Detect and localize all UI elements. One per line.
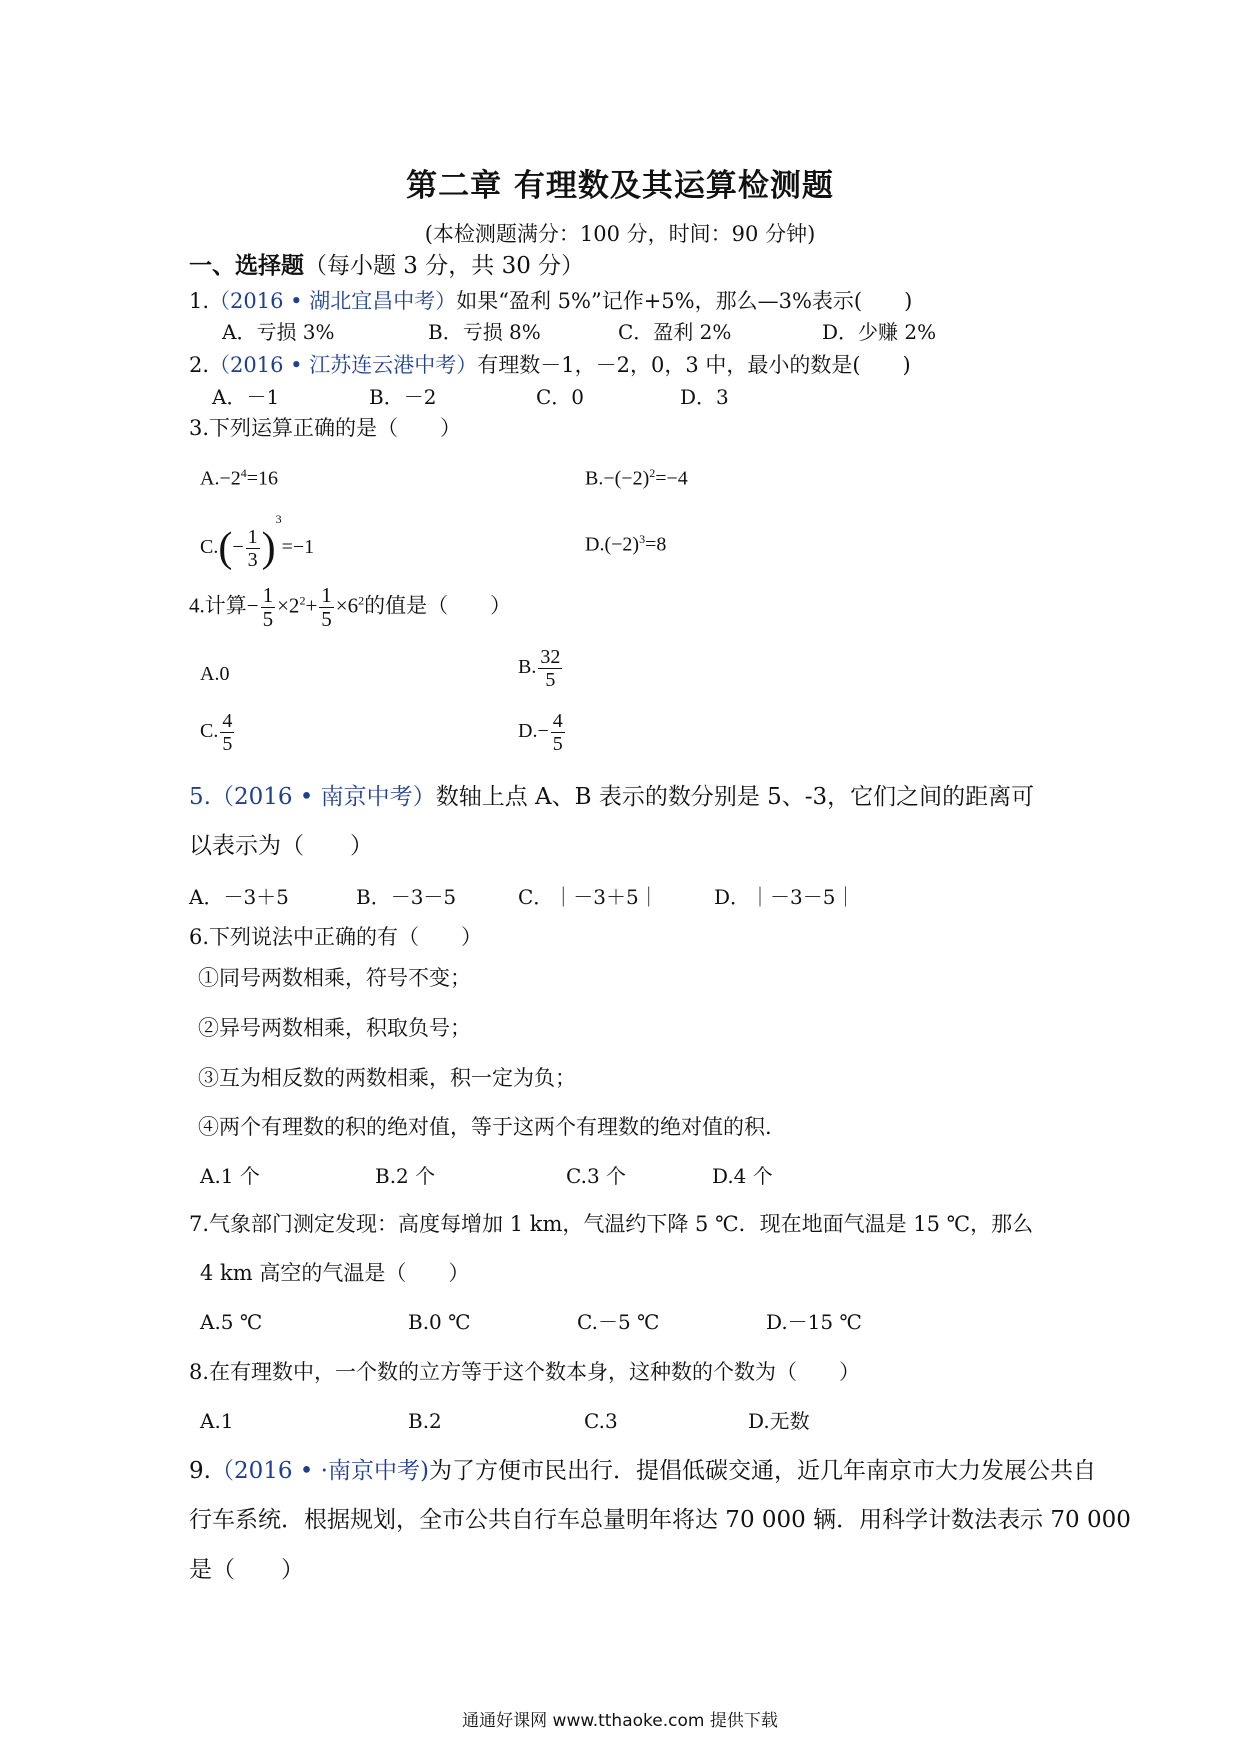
q1-option-c: C．盈利 2%	[618, 320, 732, 344]
option-label: C.	[200, 536, 219, 558]
q1-option-b: B．亏损 8%	[428, 320, 541, 344]
option-label: D.	[518, 720, 538, 743]
numerator: 4	[552, 710, 563, 732]
question-5-cont: 以表示为（ ）	[189, 833, 373, 859]
q2-option-a: A．－1	[212, 385, 280, 409]
q6-option-a: A.1 个	[200, 1164, 260, 1188]
question-5	[189, 784, 1034, 812]
expr-rest: =−4	[655, 467, 688, 490]
question-2	[189, 353, 911, 378]
q8-option-d: D.无数	[748, 1409, 810, 1433]
numerator: 1	[321, 583, 332, 607]
question-text: 4.计算	[189, 593, 247, 618]
question-7: 7.气象部门测定发现：高度每增加 1 km，气温约下降 5 ℃．现在地面气温是 15 ℃，那么	[189, 1212, 1034, 1236]
fraction	[551, 710, 565, 755]
question-3: 3.下列运算正确的是（ ）	[189, 416, 462, 440]
fraction	[538, 646, 562, 691]
denominator: 3	[247, 548, 258, 571]
right-paren: )	[261, 525, 276, 572]
numerator: 32	[540, 646, 561, 668]
page-title: 第二章 有理数及其运算检测题	[406, 168, 834, 204]
q3-option-a	[200, 466, 278, 491]
question-text: 的值是（ ）	[364, 593, 512, 618]
question-text: 如果“盈利 5%”记作+5%，那么—3%表示( )	[456, 289, 913, 313]
q6-option-c: C.3 个	[566, 1164, 627, 1188]
minus-sign: −	[537, 720, 549, 743]
question-number: 9.	[189, 1458, 211, 1484]
q4-option-b	[518, 646, 564, 691]
q5-option-a: A．－3＋5	[189, 885, 289, 909]
expr: (−2)	[604, 533, 640, 556]
q3-option-c	[200, 512, 314, 574]
question-9-end: 是（ ）	[189, 1557, 304, 1583]
expr: −(−2)	[603, 467, 650, 490]
q7-option-d: D.－15 ℃	[766, 1310, 862, 1334]
q5-option-c: C．｜－3＋5｜	[518, 885, 659, 909]
exponent: 2	[299, 593, 306, 608]
denominator: 5	[321, 607, 332, 632]
expr: ×2	[277, 593, 300, 618]
q5-option-d: D．｜－3－5｜	[714, 885, 856, 909]
q3-option-d	[585, 532, 666, 557]
q6-statement-1: ①同号两数相乘，符号不变；	[198, 966, 471, 990]
q8-option-b: B.2	[408, 1409, 442, 1433]
exponent: 4	[240, 466, 247, 480]
denominator: 5	[552, 733, 563, 755]
question-7-cont: 4 km 高空的气温是（ ）	[200, 1261, 470, 1285]
denominator: 5	[545, 669, 556, 691]
exponent: 2	[358, 593, 365, 608]
plus-sign: +	[305, 593, 318, 618]
question-source: （2016 • ·南京中考)	[210, 1458, 429, 1484]
q7-option-a: A.5 ℃	[200, 1310, 263, 1334]
q2-option-c: C．0	[536, 385, 585, 409]
minus-sign: −	[232, 536, 244, 558]
q6-statement-2: ②异号两数相乘，积取负号；	[198, 1016, 471, 1040]
question-text: 为了方便市民出行．提倡低碳交通，近几年南京市大力发展公共自	[428, 1458, 1096, 1484]
fraction	[220, 710, 234, 755]
q2-option-d: D．3	[680, 385, 729, 409]
q1-option-a: A．亏损 3%	[222, 320, 335, 344]
q7-option-c: C.－5 ℃	[577, 1310, 660, 1334]
minus-sign: −	[246, 593, 259, 618]
expr: ×6	[335, 593, 359, 618]
q7-option-b: B.0 ℃	[408, 1310, 471, 1334]
section-heading	[189, 252, 584, 281]
q4-option-d	[518, 710, 567, 755]
expr: −2	[219, 467, 241, 490]
option-label: A.	[200, 467, 220, 490]
section-note: （每小题 3 分，共 30 分）	[304, 253, 585, 279]
left-paren: (	[218, 525, 233, 572]
q3-option-b	[585, 466, 688, 491]
question-9	[189, 1458, 1096, 1486]
denominator: 5	[222, 733, 233, 755]
question-9-cont: 行车系统．根据规划，全市公共自行车总量明年将达 70 000 辆．用科学计数法表示 70 000	[189, 1507, 1131, 1533]
expr-rest: =16	[246, 467, 279, 490]
q4-option-a: A.0	[200, 663, 230, 685]
footer-watermark: 通通好课网 www.tthaoke.com 提供下载	[462, 1711, 778, 1731]
question-number: 5.	[189, 784, 211, 810]
question-1	[189, 289, 912, 314]
numerator: 1	[247, 525, 258, 548]
option-label: D.	[585, 533, 605, 556]
q4-option-c	[200, 710, 236, 755]
fraction	[261, 584, 276, 631]
q2-option-b: B．－2	[369, 385, 437, 409]
question-text: 有理数－1，－2，0，3 中，最小的数是( )	[477, 353, 911, 377]
option-label: C.	[200, 720, 219, 743]
numerator: 1	[262, 583, 274, 607]
q8-option-c: C.3	[584, 1409, 618, 1433]
exponent: 2	[649, 466, 656, 480]
q6-option-b: B.2 个	[375, 1164, 436, 1188]
option-label: B.	[585, 467, 604, 490]
numerator: 4	[222, 710, 233, 732]
q1-option-d: D．少赚 2%	[822, 320, 937, 344]
q8-option-a: A.1	[200, 1409, 234, 1433]
exponent: 3	[639, 532, 646, 546]
page-subtitle: (本检测题满分：100 分，时间：90 分钟)	[424, 222, 816, 246]
question-8: 8.在有理数中，一个数的立方等于这个数本身，这种数的个数为（ ）	[189, 1360, 861, 1384]
question-source: （2016 • 湖北宜昌中考）	[209, 289, 457, 313]
fraction	[246, 526, 260, 571]
q6-statement-4: ④两个有理数的积的绝对值，等于这两个有理数的绝对值的积.	[198, 1115, 772, 1139]
q6-statement-3: ③互为相反数的两数相乘，积一定为负；	[198, 1066, 576, 1090]
question-number: 2.	[189, 353, 210, 377]
exponent: 3	[275, 512, 282, 526]
section-title: 一、选择题	[189, 252, 304, 279]
q5-option-b: B．－3－5	[356, 885, 457, 909]
question-6: 6.下列说法中正确的有（ ）	[189, 925, 483, 949]
question-source: （2016 • 南京中考）	[210, 784, 436, 810]
fraction	[319, 584, 334, 631]
expr-rest: =−1	[281, 536, 315, 558]
expr-rest: =8	[645, 533, 667, 556]
denominator: 5	[262, 607, 274, 632]
option-label: B.	[518, 656, 537, 679]
question-number: 1.	[189, 289, 210, 313]
question-source: （2016 • 江苏连云港中考）	[209, 353, 478, 377]
question-text: 数轴上点 A、B 表示的数分别是 5、-3，它们之间的距离可	[435, 784, 1035, 810]
q6-option-d: D.4 个	[712, 1164, 773, 1188]
question-4	[189, 584, 511, 631]
